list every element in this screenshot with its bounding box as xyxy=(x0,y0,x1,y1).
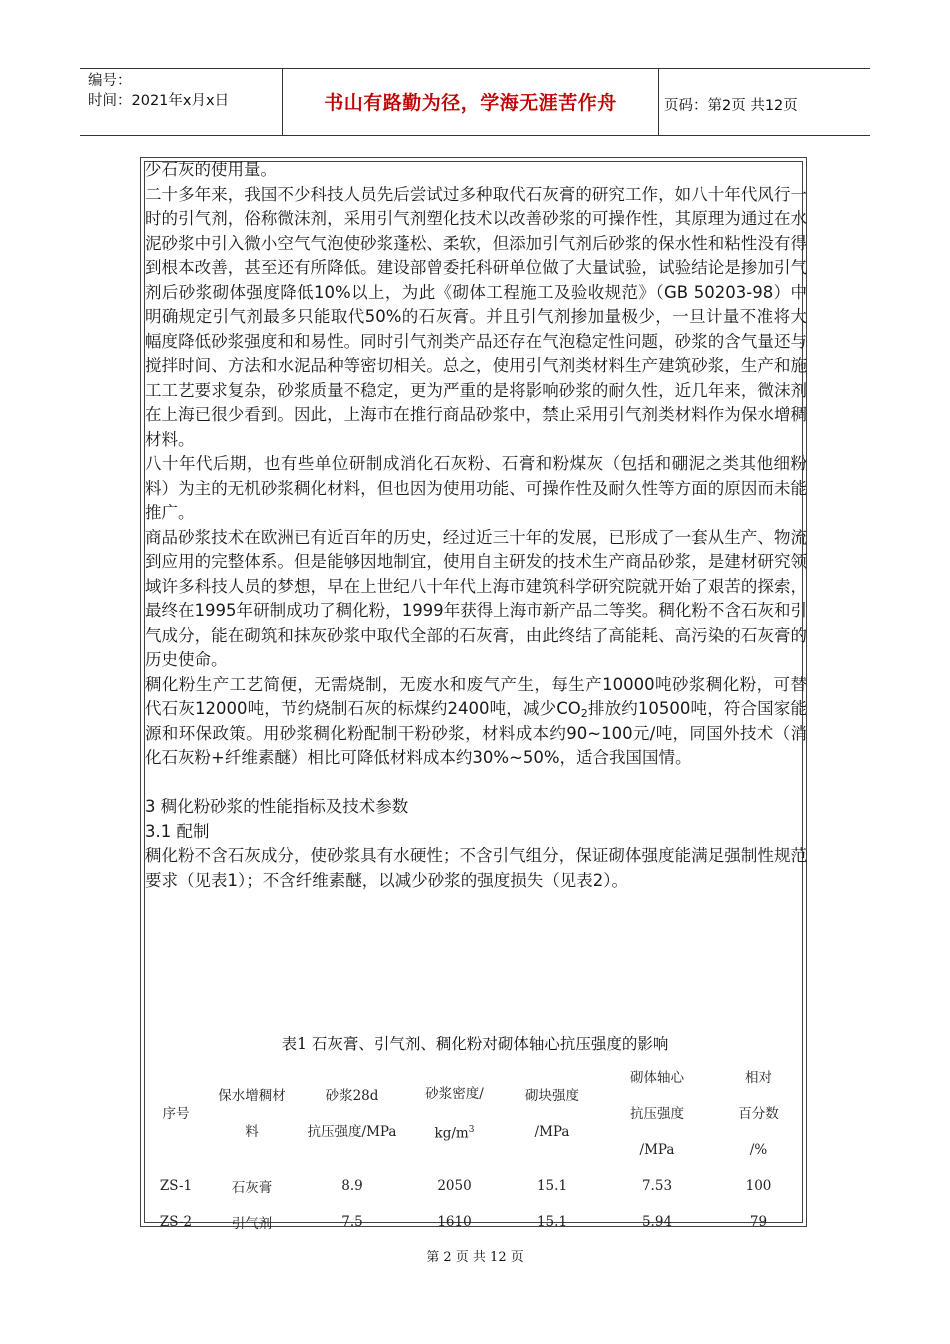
table-cell: 15.1 xyxy=(536,1178,568,1194)
paragraph-text: 排放约10500吨，符合国家能源和环保政策。用砂浆稠化粉配制干粉砂浆，材料成本约90~100元/吨，同国外技术（消化石灰粉+纤维素醚）相比可降低材料成本约30%~50%，适合我国国情。 xyxy=(145,699,807,767)
subscript: 2 xyxy=(580,707,588,720)
table-cell: 79 xyxy=(749,1214,768,1230)
table-cell: 2050 xyxy=(437,1178,472,1194)
table-cell: ZS-1 xyxy=(159,1178,193,1194)
table-cell: 1610 xyxy=(437,1214,472,1230)
table-header-cell: 砌体轴心 抗压强度 /MPa xyxy=(630,1070,684,1158)
paragraph xyxy=(145,673,807,771)
table-header-cell: 相对 百分数 /% xyxy=(738,1070,779,1158)
paragraph: 二十多年来，我国不少科技人员先后尝试过多种取代石灰膏的研究工作，如八十年代风行一时的引气剂，俗称微沫剂，采用引气剂塑化技术以改善砂浆的可操作性，其原理为通过在水泥砂浆中引入微小空气气泡使砂浆蓬松、柔软，但添加引气剂后砂浆的保水性和粘性没有得到根本改善，甚至还有所降低。建设部曾委托科研单位做了大量试验，试验结论是掺加引气剂后砂浆砌体强度降低10%以上，为此《砌体工程施工及验收规范》（GB 50203-98）中明确规定引气剂最多只能取代50%的石灰膏。并且引气剂掺加量极少，一旦计量不准将大幅度降低砂浆强度和和易性。同时引气剂类产品还存在气泡稳定性问题，砂浆的含气量还与搅拌时间、方法和水泥品种等密切相关。总之，使用引气剂类材料生产建筑砂浆，生产和施工工艺要求复杂，砂浆质量不稳定，更为严重的是将影响砂浆的耐久性，近几年来，微沫剂在上海已很少看到。因此，上海市在推行商品砂浆中，禁止采用引气剂类材料作为保水增稠材料。 xyxy=(145,184,807,449)
table-header-cell: 保水增稠材 料 xyxy=(218,1088,286,1140)
table-cell: 引气剂 xyxy=(231,1216,273,1232)
table-header-cell: 序号 xyxy=(162,1106,190,1122)
table-cell: 8.9 xyxy=(341,1178,363,1194)
page-footer: 第 2 页 共 12 页 xyxy=(426,1250,524,1265)
section-heading: 3 稠化粉砂浆的性能指标及技术参数 xyxy=(145,797,409,816)
paragraph-text: 稠化粉生产工艺简便，无需烧制，无废水和废气产生，每生产10000吨砂浆稠化粉，可替代石灰12000吨，节约烧制石灰的标煤约2400吨，减少CO xyxy=(145,674,807,718)
header-page-label: 页码：第2页 共12页 xyxy=(664,98,798,114)
document-body xyxy=(145,158,807,893)
table-cell: 石灰膏 xyxy=(231,1180,273,1196)
spacer xyxy=(145,771,807,796)
table-cell: ZS-2 xyxy=(159,1214,193,1230)
subsection-heading: 3.1 配制 xyxy=(145,821,210,841)
table-header-cell: 砂浆28d 抗压强度/MPa xyxy=(307,1088,397,1140)
header-motto: 书山有路勤为径，学海无涯苦作舟 xyxy=(324,92,617,114)
table-row xyxy=(145,1204,805,1240)
table-cell: 15.1 xyxy=(536,1214,568,1230)
data-table xyxy=(145,1060,805,1240)
doc-number-label: 编号： xyxy=(88,73,132,89)
table-caption: 表1 石灰膏、引气剂、稠化粉对砌体轴心抗压强度的影响 xyxy=(281,1035,669,1053)
table-row xyxy=(145,1168,805,1204)
doc-time-label: 时间：2021年x月x日 xyxy=(88,93,230,109)
paragraph: 少石灰的使用量。 xyxy=(145,160,277,179)
table-cell: 7.5 xyxy=(341,1214,363,1230)
header-divider xyxy=(658,68,659,135)
header-bottom-rule xyxy=(80,135,870,136)
table-header-cell: 砂浆密度/ $kg/m^3$ xyxy=(425,1086,484,1142)
table-cell: 7.53 xyxy=(641,1178,673,1194)
paragraph: 八十年代后期，也有些单位研制成消化石灰粉、石膏和粉煤灰（包括和硼泥之类其他细粉料）为主的无机砂浆稠化材料，但也因为使用功能、可操作性及耐久性等方面的原因而未能推广。 xyxy=(145,454,807,522)
table-cell: 100 xyxy=(745,1178,772,1194)
table-header-row xyxy=(145,1060,805,1168)
table-cell: 5.94 xyxy=(641,1214,673,1230)
table-header-cell: 砌块强度 /MPa xyxy=(525,1088,579,1140)
paragraph: 商品砂浆技术在欧洲已有近百年的历史，经过近三十年的发展，已形成了一套从生产、物流到应用的完整体系。但是能够因地制宜，使用自主研发的技术生产商品砂浆，是建材研究领域许多科技人员的梦想，早在上世纪八十年代上海市建筑科学研究院就开始了艰苦的探索，最终在1995年研制成功了稠化粉，1999年获得上海市新产品二等奖。稠化粉不含石灰和引气成分，能在砌筑和抹灰砂浆中取代全部的石灰膏，由此终结了高能耗、高污染的石灰膏的历史使命。 xyxy=(145,527,807,669)
paragraph: 稠化粉不含石灰成分，使砂浆具有水硬性；不含引气组分，保证砌体强度能满足强制性规范要求（见表1）；不含纤维素醚，以减少砂浆的强度损失（见表2）。 xyxy=(145,846,807,890)
